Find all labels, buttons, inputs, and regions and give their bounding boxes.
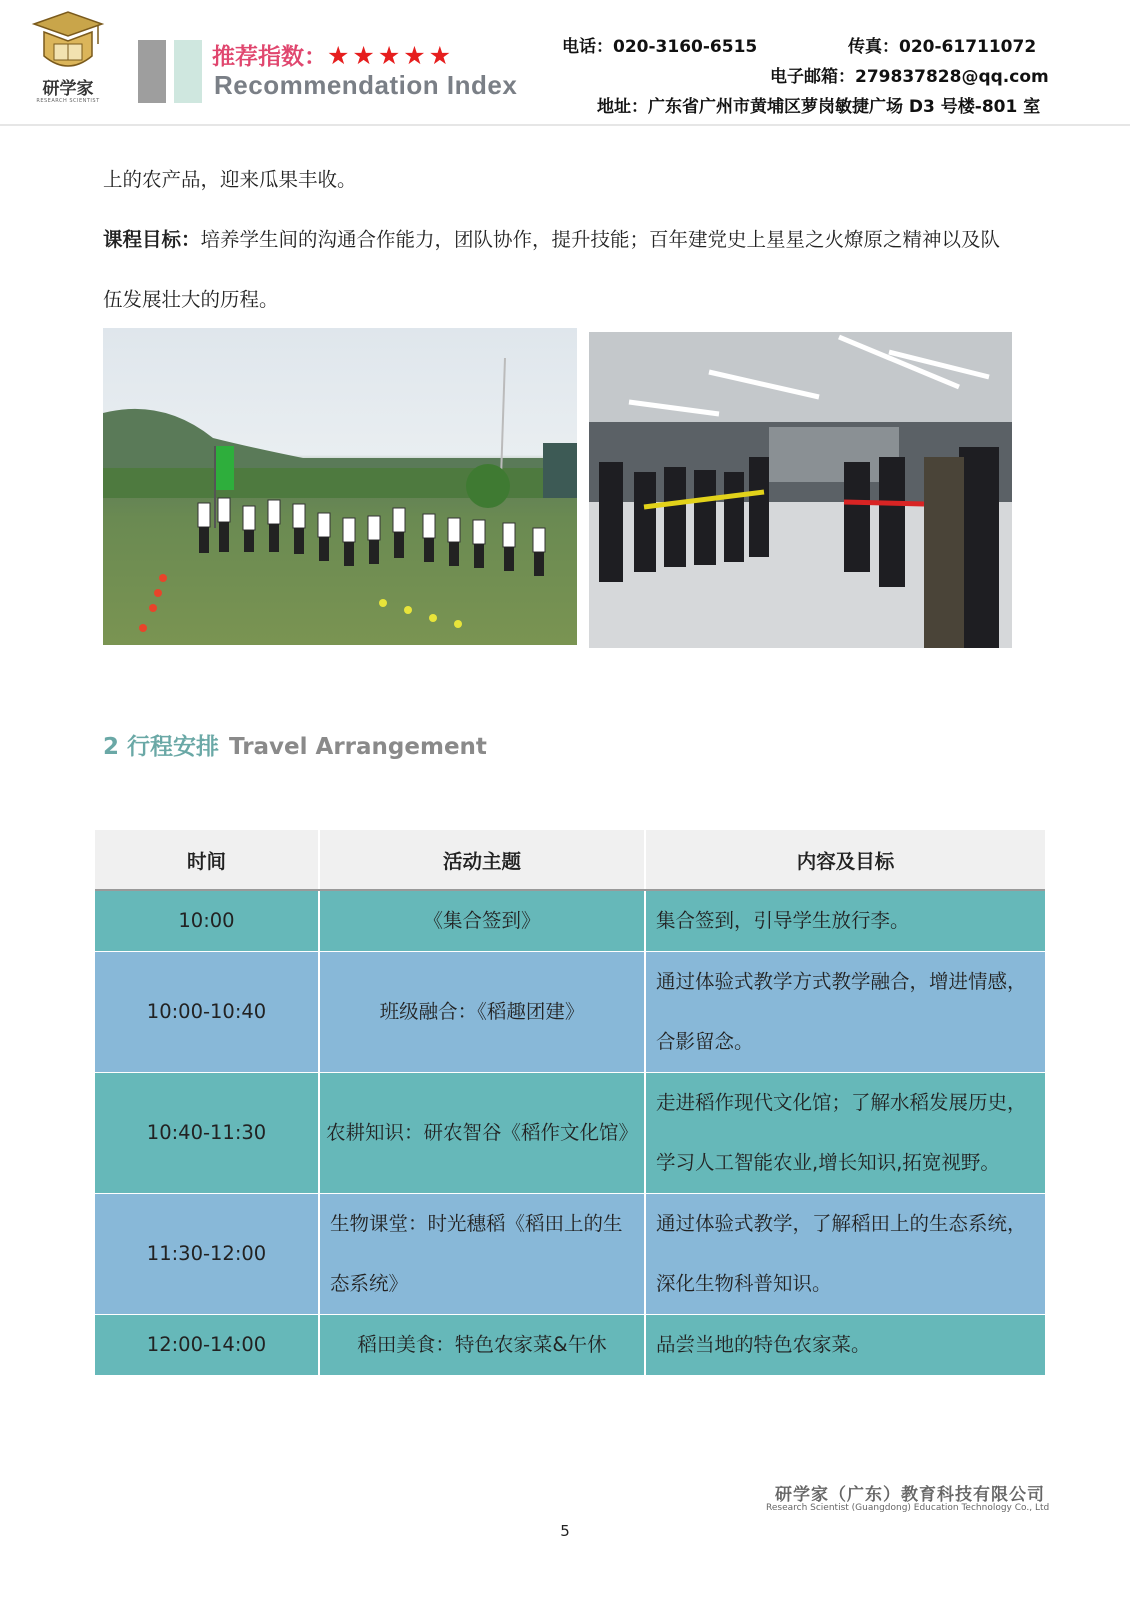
schedule-table	[95, 830, 1045, 1376]
column-header-content: 内容及目标	[645, 830, 1045, 890]
rating-stars-icon: ★★★★★	[327, 41, 455, 70]
company-logo	[30, 10, 106, 106]
content-line: 学习人工智能农业,增长知识,拓宽视野。	[656, 1151, 1000, 1174]
column-header-time: 时间	[95, 830, 319, 890]
table-row	[95, 952, 1045, 1073]
header-gray-bar	[138, 40, 166, 103]
contact-phone: 电话：020-3160-6515	[562, 37, 758, 57]
outdoor-team-activity-photo	[103, 328, 577, 645]
logo-subtext: RESEARCH SCIENTIST	[36, 98, 100, 104]
content-line: 通过体验式教学，了解稻田上的生态系统，	[656, 1212, 1027, 1235]
content-line: 深化生物科普知识。	[656, 1272, 832, 1295]
table-row	[95, 1315, 1045, 1376]
content-cell	[645, 1073, 1045, 1194]
content-cell: 集合签到，引导学生放行李。	[645, 890, 1045, 952]
theme-cell: 《集合签到》	[319, 890, 645, 952]
section-number: 2	[103, 734, 120, 760]
page-number: 5	[560, 1522, 570, 1540]
footer-company-name-en: Research Scientist (Guangdong) Education Technology Co., Ltd	[766, 1503, 1050, 1513]
recommendation-subtitle: Recommendation Index	[214, 70, 518, 100]
content-cell: 品尝当地的特色农家菜。	[645, 1315, 1045, 1376]
time-cell: 11:30-12:00	[95, 1194, 319, 1315]
course-goal-label: 课程目标：	[103, 228, 201, 251]
section-heading	[103, 728, 487, 761]
time-cell: 10:00-10:40	[95, 952, 319, 1073]
course-goal-text-cont: 伍发展壮大的历程。	[103, 288, 279, 311]
table-row	[95, 890, 1045, 952]
content-line: 走进稻作现代文化馆；了解水稻发展历史，	[656, 1091, 1027, 1114]
outdoor-scene-image	[103, 328, 577, 645]
theme-line: 态系统》	[330, 1272, 409, 1295]
section-title-en: Travel Arrangement	[229, 734, 487, 760]
content-line: 通过体验式教学方式教学融合，增进情感，	[656, 970, 1027, 993]
column-header-theme: 活动主题	[319, 830, 645, 890]
indoor-team-activity-photo	[589, 332, 1012, 648]
time-cell: 10:40-11:30	[95, 1073, 319, 1194]
table-row	[95, 1194, 1045, 1315]
theme-cell: 稻田美食：特色农家菜&午休	[319, 1315, 645, 1376]
content-line: 合影留念。	[656, 1030, 754, 1053]
content-cell	[645, 952, 1045, 1073]
theme-line: 生物课堂：时光穗稻《稻田上的生	[330, 1212, 623, 1235]
time-cell: 10:00	[95, 890, 319, 952]
course-goal-text: 培养学生间的沟通合作能力，团队协作，提升技能；百年建党史上星星之火燎原之精神以及队	[200, 228, 1001, 251]
indoor-scene-image	[589, 332, 1012, 648]
contact-fax: 传真：020-61711072	[848, 37, 1037, 57]
content-cell	[645, 1194, 1045, 1315]
recommendation-label: 推荐指数：	[212, 44, 327, 70]
theme-cell	[319, 1194, 645, 1315]
contact-address: 地址：广东省广州市黄埔区萝岗敏捷广场 D3 号楼-801 室	[597, 97, 1041, 117]
theme-cell: 农耕知识：研农智谷《稻作文化馆》	[319, 1073, 645, 1194]
logo-text: 研学家	[42, 79, 94, 99]
body-paragraph-line: 上的农产品，迎来瓜果丰收。	[103, 168, 357, 191]
theme-cell: 班级融合：《稻趣团建》	[319, 952, 645, 1073]
logo-emblem-icon	[30, 10, 106, 80]
recommendation-title	[212, 38, 454, 71]
page-header	[0, 0, 1130, 126]
header-mint-bar	[174, 40, 202, 103]
section-title-cn: 行程安排	[127, 734, 220, 760]
footer-company-name: 研学家（广东）教育科技有限公司	[775, 1485, 1045, 1505]
course-goal-paragraph	[103, 224, 1000, 252]
time-cell: 12:00-14:00	[95, 1315, 319, 1376]
table-header-row	[95, 830, 1045, 890]
table-row	[95, 1073, 1045, 1194]
contact-email: 电子邮箱：279837828@qq.com	[770, 67, 1049, 87]
